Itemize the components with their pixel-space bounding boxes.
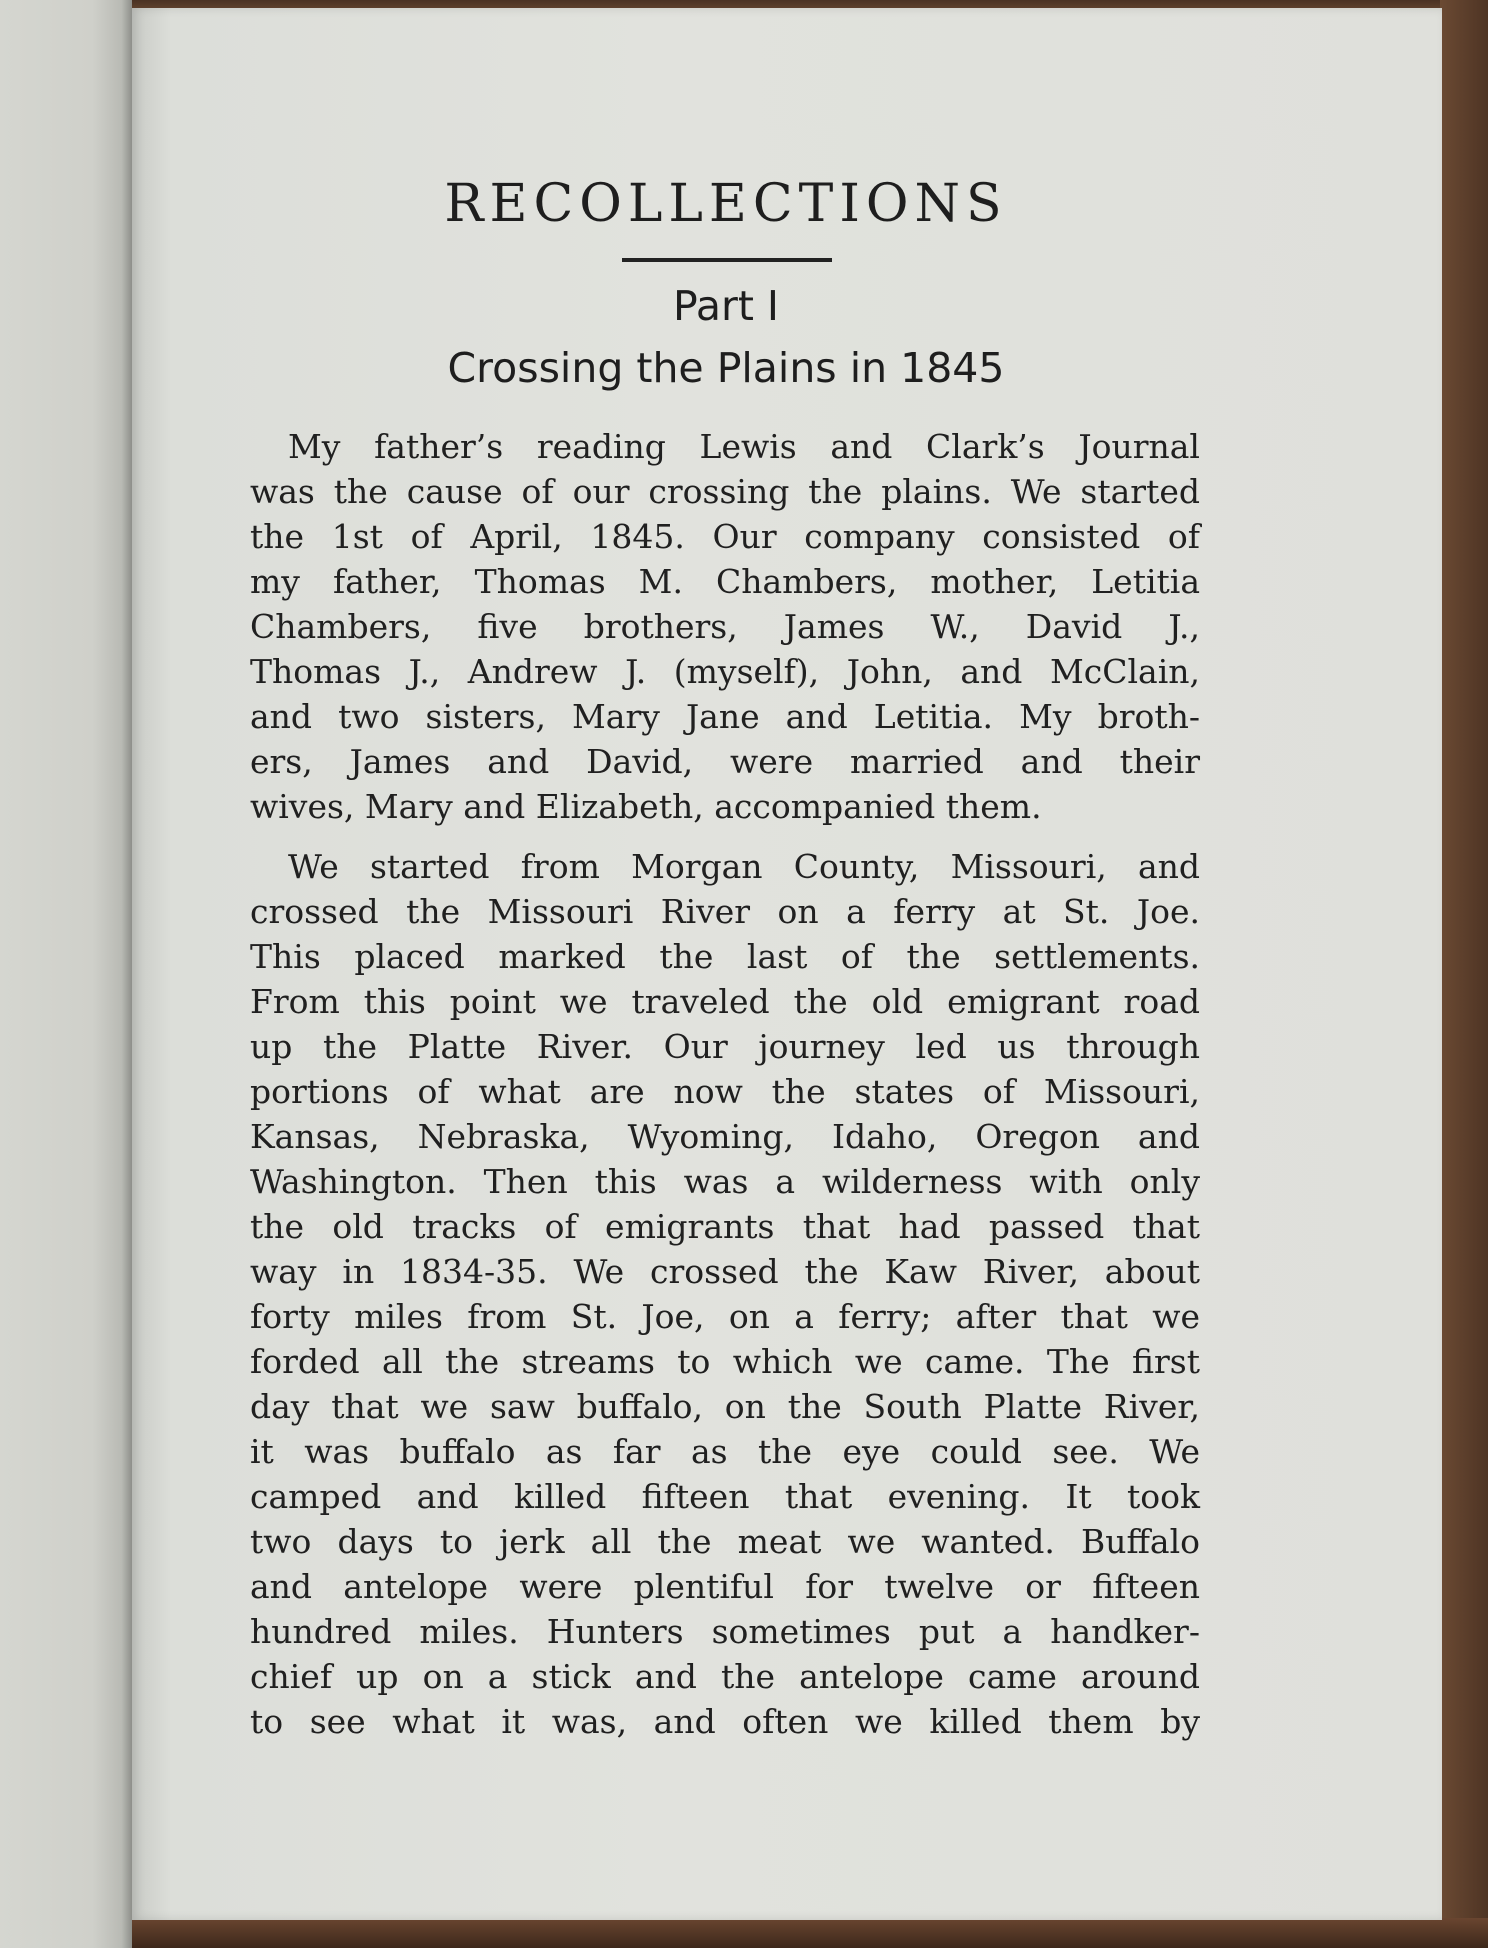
text-line: my father, Thomas M. Chambers, mother, Letitia [250,562,1200,601]
text-line: camped and killed fifteen that evening. It took [250,1477,1200,1516]
text-line: ers, James and David, were married and their [250,742,1200,781]
text-line: the 1st of April, 1845. Our company consisted of [250,517,1200,556]
text-line: it was buffalo as far as the eye could see. We [250,1432,1200,1471]
text-line: From this point we traveled the old emigrant road [250,982,1200,1021]
text-line: to see what it was, and often we killed them by [250,1702,1200,1741]
text-line: hundred miles. Hunters sometimes put a handker- [250,1612,1200,1651]
text-line: two days to jerk all the meat we wanted. Buffalo [250,1522,1200,1561]
text-line: Thomas J., Andrew J. (myself), John, and McClain, [250,652,1200,691]
paragraph-2 [250,844,1200,1744]
text-line: This placed marked the last of the settlements. [250,937,1200,976]
heading-rule [622,258,832,262]
table-surface-bottom [0,1918,1488,1948]
text-line: portions of what are now the states of Missouri, [250,1072,1200,1111]
book-page [132,8,1442,1920]
text-line: wives, Mary and Elizabeth, accompanied them. [250,787,1042,826]
page-heading: RECOLLECTIONS [444,174,1008,234]
text-line: My father’s reading Lewis and Clark’s Journal [288,427,1200,466]
text-line: forded all the streams to which we came. The first [250,1342,1200,1381]
text-line: crossed the Missouri River on a ferry at St. Joe. [250,892,1200,931]
part-title: Part I [672,282,780,330]
text-line: We started from Morgan County, Missouri, and [288,847,1200,886]
text-line: was the cause of our crossing the plains. We started [250,472,1200,511]
text-line: and two sisters, Mary Jane and Letitia. My broth- [250,697,1200,736]
text-line: way in 1834-35. We crossed the Kaw River, about [250,1252,1200,1291]
chapter-subtitle: Crossing the Plains in 1845 [447,344,1005,392]
table-surface-right [1440,0,1488,1948]
text-line: the old tracks of emigrants that had passed that [250,1207,1200,1246]
text-line: chief up on a stick and the antelope came around [250,1657,1200,1696]
facing-page-edge [0,0,132,1948]
paragraph-1 [250,424,1200,829]
text-line: Chambers, five brothers, James W., David J., [250,607,1200,646]
text-line: forty miles from St. Joe, on a ferry; after that we [250,1297,1200,1336]
text-line: day that we saw buffalo, on the South Platte River, [250,1387,1200,1426]
text-line: up the Platte River. Our journey led us through [250,1027,1200,1066]
text-line: and antelope were plentiful for twelve or fifteen [250,1567,1200,1606]
text-line: Washington. Then this was a wilderness with only [250,1162,1200,1201]
text-line: Kansas, Nebraska, Wyoming, Idaho, Oregon and [250,1117,1200,1156]
